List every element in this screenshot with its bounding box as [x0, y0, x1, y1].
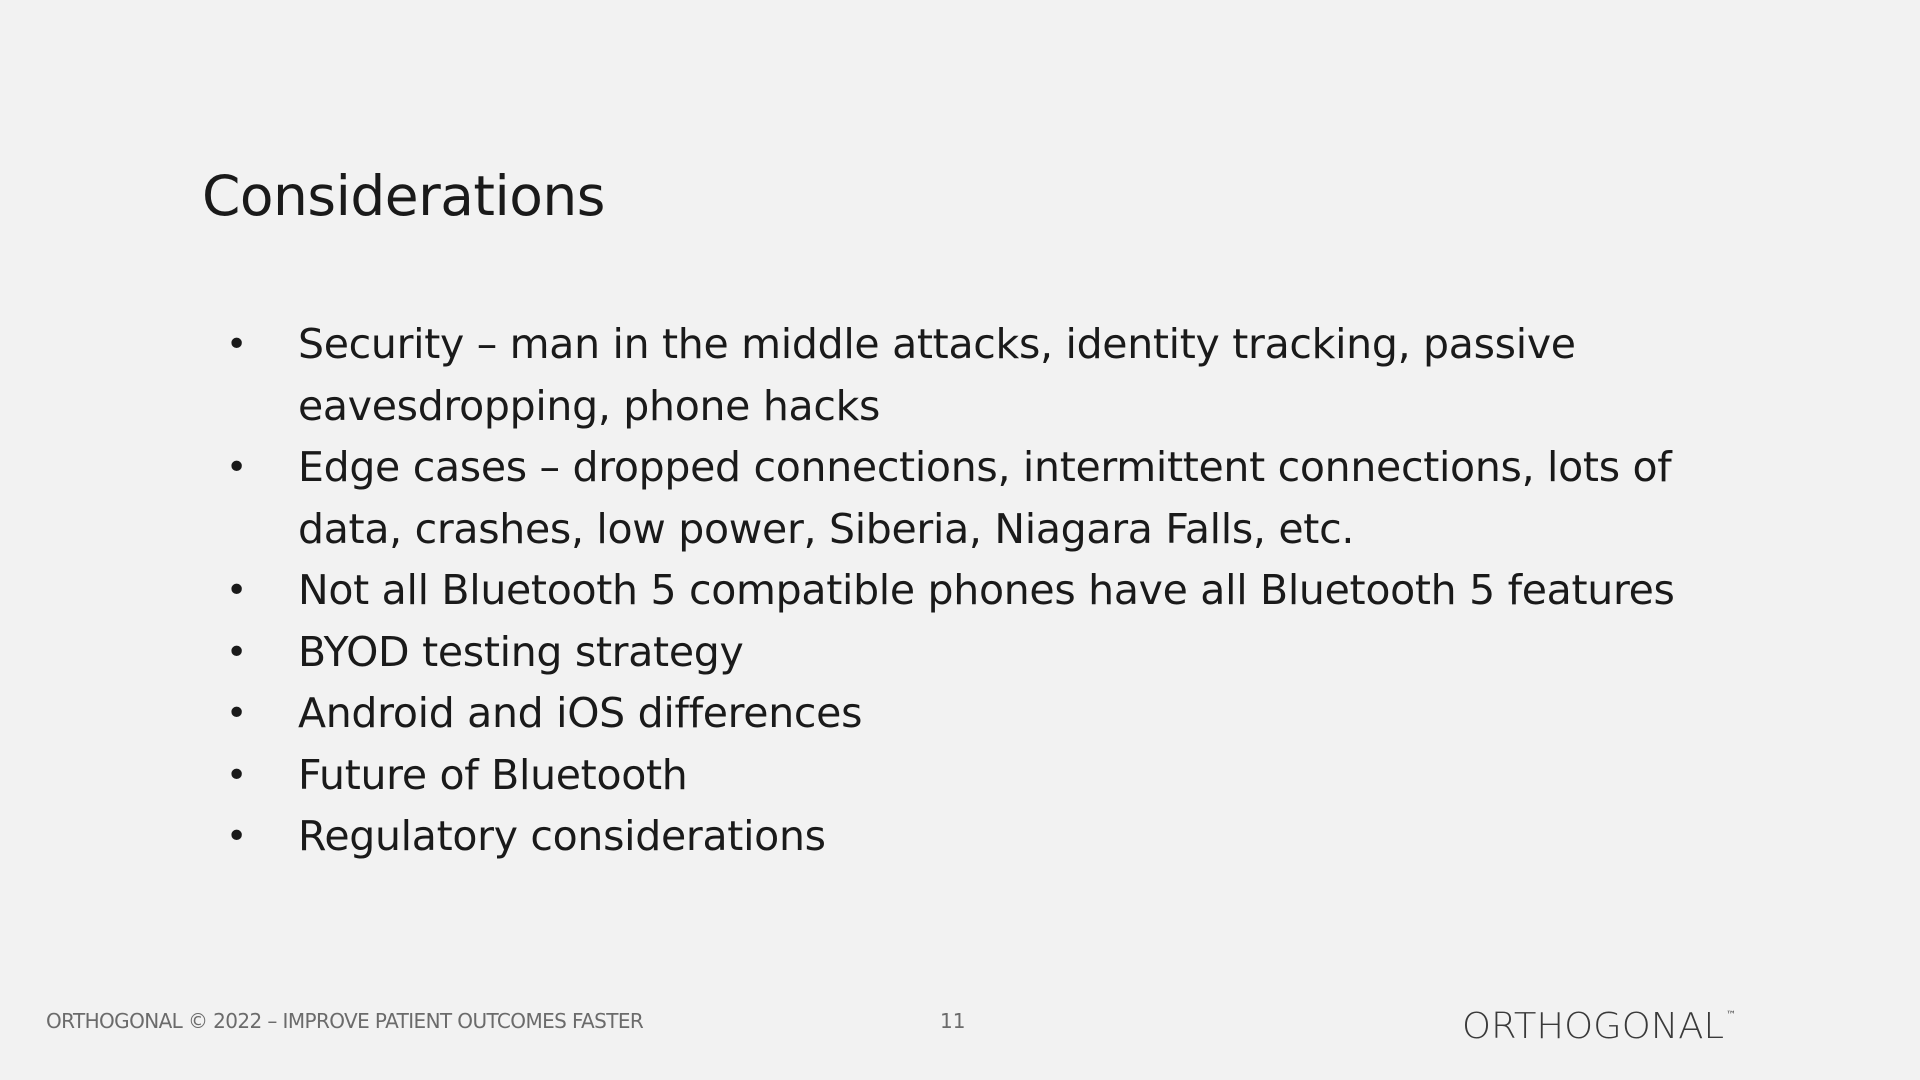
slide-title: Considerations [202, 164, 605, 228]
orthogonal-logo [1462, 1004, 1740, 1042]
bullet-item-android-ios: • Android and iOS differences [212, 683, 1772, 745]
footer-copyright: ORTHOGONAL © 2022 – IMPROVE PATIENT OUTCOMES FASTER [46, 1009, 644, 1033]
bullet-list [212, 314, 1772, 868]
bullet-item-bluetooth-5-features: • Not all Bluetooth 5 compatible phones have all Bluetooth 5 features [212, 560, 1772, 622]
bullet-item-regulatory: • Regulatory considerations [212, 806, 1772, 868]
bullet-item-edge-cases: • Edge cases – dropped connections, intermittent connections, lots of data, crashes, low power, Siberia, Niagara Falls, etc. [212, 437, 1772, 560]
logo-wordmark: ORTHOGONAL [1462, 1006, 1724, 1042]
logo-trademark: ™ [1726, 1010, 1736, 1021]
bullet-item-byod-testing: • BYOD testing strategy [212, 622, 1772, 684]
bullet-item-future-bluetooth: • Future of Bluetooth [212, 745, 1772, 807]
page-number: 11 [940, 1009, 966, 1033]
bullet-item-security: • Security – man in the middle attacks, identity tracking, passive eavesdropping, phone hacks [212, 314, 1772, 437]
